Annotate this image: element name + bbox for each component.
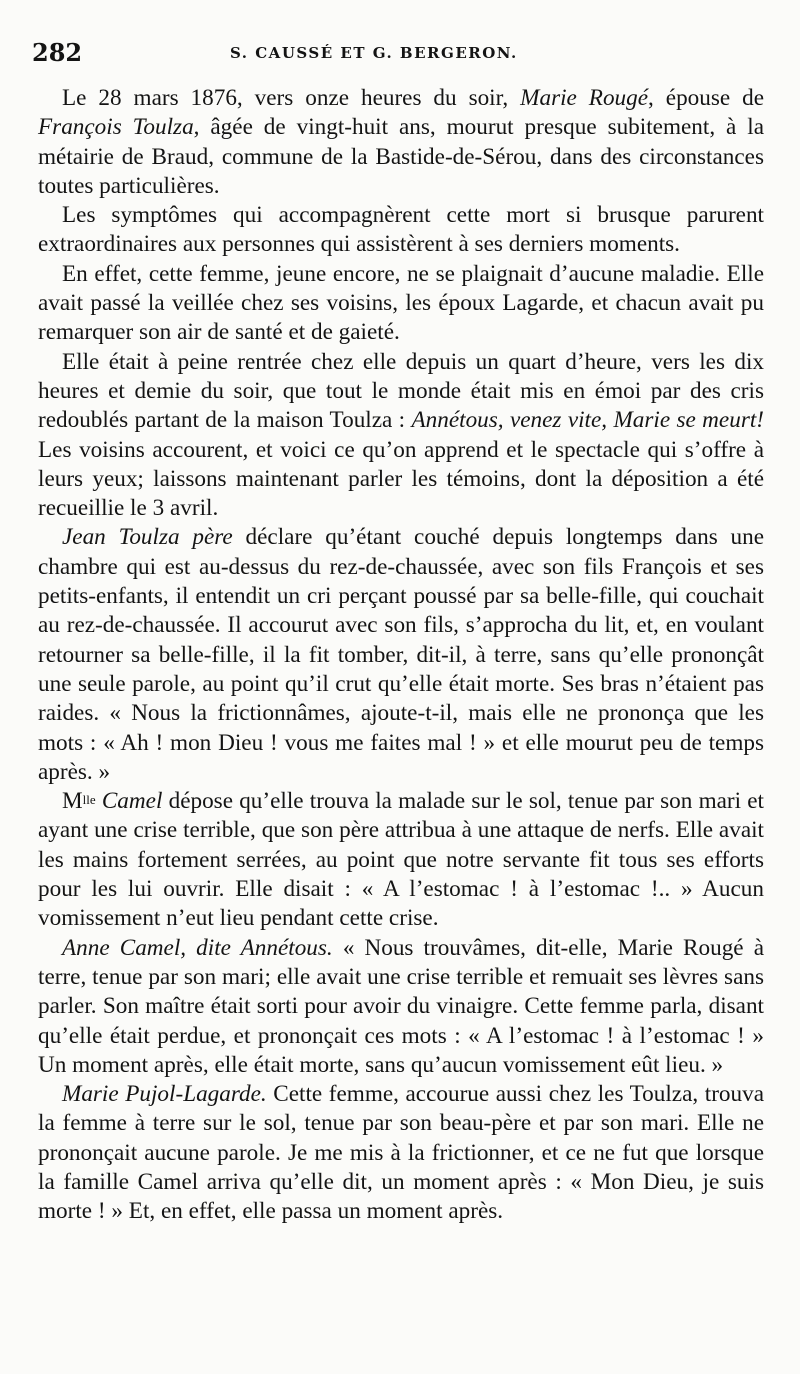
paragraph: Les symptômes qui accompagnèrent cette mort si brusque parurent extraordinaires aux personnes qui assistèrent à ses derniers moments. [38,202,764,258]
witness-name: Marie Pujol-Lagarde. [62,1081,267,1108]
paragraph: $M^{lle}$ Camel dépose qu’elle trouva la malade sur le sol, tenue par son mari et ayant une crise terrible, que son père attribua à une attaque de nerfs. Elle avait les mains fortement serrées, au point que notre servante fit tous ses efforts pour les lui ouvrir. Elle disait : « A l’estomac ! à l’estomac !.. » Aucun vomissement n’eut lieu pendant cette crise. [38,788,765,932]
paragraph: Elle était à peine rentrée chez elle depuis un quart d’heure, vers les dix heures et demie du soir, que tout le monde était mis en émoi par des cris redoublés partant de la maison Toulza : Annétous, venez vite, Marie se meurt! Les voisins accourent, et voici ce qu’on apprend et le spectacle qui s’offre à leurs yeux; laissons maintenant parler les témoins, dont la déposition a été recueillie le 3 avril. [38,348,764,522]
paragraph: Jean Toulza père déclare qu’étant couché depuis longtemps dans une chambre qui est au-dessus du rez-de-chaussée, avec son fils François et ses petits-enfants, il entendit un cri perçant poussé par sa belle-fille, qui couchait au rez-de-chaussée. Il accourut avec son fils, s’approcha du lit, et, en voulant retourner sa belle-fille, il la fit tomber, dit-il, à terre, sans qu’elle prononçât une seule parole, au point qu’il crut qu’elle était morte. Ses bras n’étaient pas raides. « Nous la frictionnâmes, ajoute-t-il, mais elle ne prononça que les mots : « Ah ! mon Dieu ! vous me faites mal ! » et elle mourut peu de temps après. » [38,524,765,785]
paragraph: Marie Pujol-Lagarde. Cette femme, accourue aussi chez les Toulza, trouva la femme à terre sur le sol, tenue par son beau-père et par son mari. Elle ne prononçait aucune parole. Je me mis à la frictionner, et ce ne fut que lorsque la famille Camel arriva qu’elle dit, un moment après : « Mon Dieu, je suis morte ! » Et, en effet, elle passa un moment après. [38,1081,764,1225]
page-number: 282 [32,38,83,67]
witness-name: Camel [101,788,163,815]
paragraph: En effet, cette femme, jeune encore, ne se plaignait d’aucune maladie. Elle avait passé la veillée chez ses voisins, les époux Lagarde, et chacun avait pu remarquer son air de santé et de gaieté. [38,260,764,346]
italic-name: Marie Rougé [520,85,649,111]
page-header [32,38,772,72]
body-text [38,84,764,1227]
witness-name: Jean Toulza père [62,524,233,551]
paragraph: Anne Camel, dite Annétous. « Nous trouvâmes, dit-elle, Marie Rougé à terre, tenue par son mari; elle avait une crise terrible et remuait ses lèvres sans parler. Son maître était sorti pour avoir du vinaigre. Cette femme parla, disant qu’elle était perdue, et prononçait ces mots : « A l’estomac ! à l’estomac ! » Un moment après, elle était morte, sans qu’aucun vomissement eût lieu. » [38,934,764,1078]
paragraph: Le 28 mars 1876, vers onze heures du soir, Marie Rougé, épouse de François Toulza, âgée de vingt-huit ans, mourut presque subitement, à la métairie de Braud, commune de la Bastide-de-Sérou, dans des circonstances toutes particulières. [38,85,764,199]
witness-name: Anne Camel, dite Annétous. [62,934,333,961]
superscript-lle: lle [82,792,96,808]
italic-quote: Annétous, venez vite, Marie se meurt! [411,407,764,434]
italic-name: François Toulza [38,114,194,141]
running-head: S. CAUSSÉ ET G. BERGERON. [230,44,518,62]
